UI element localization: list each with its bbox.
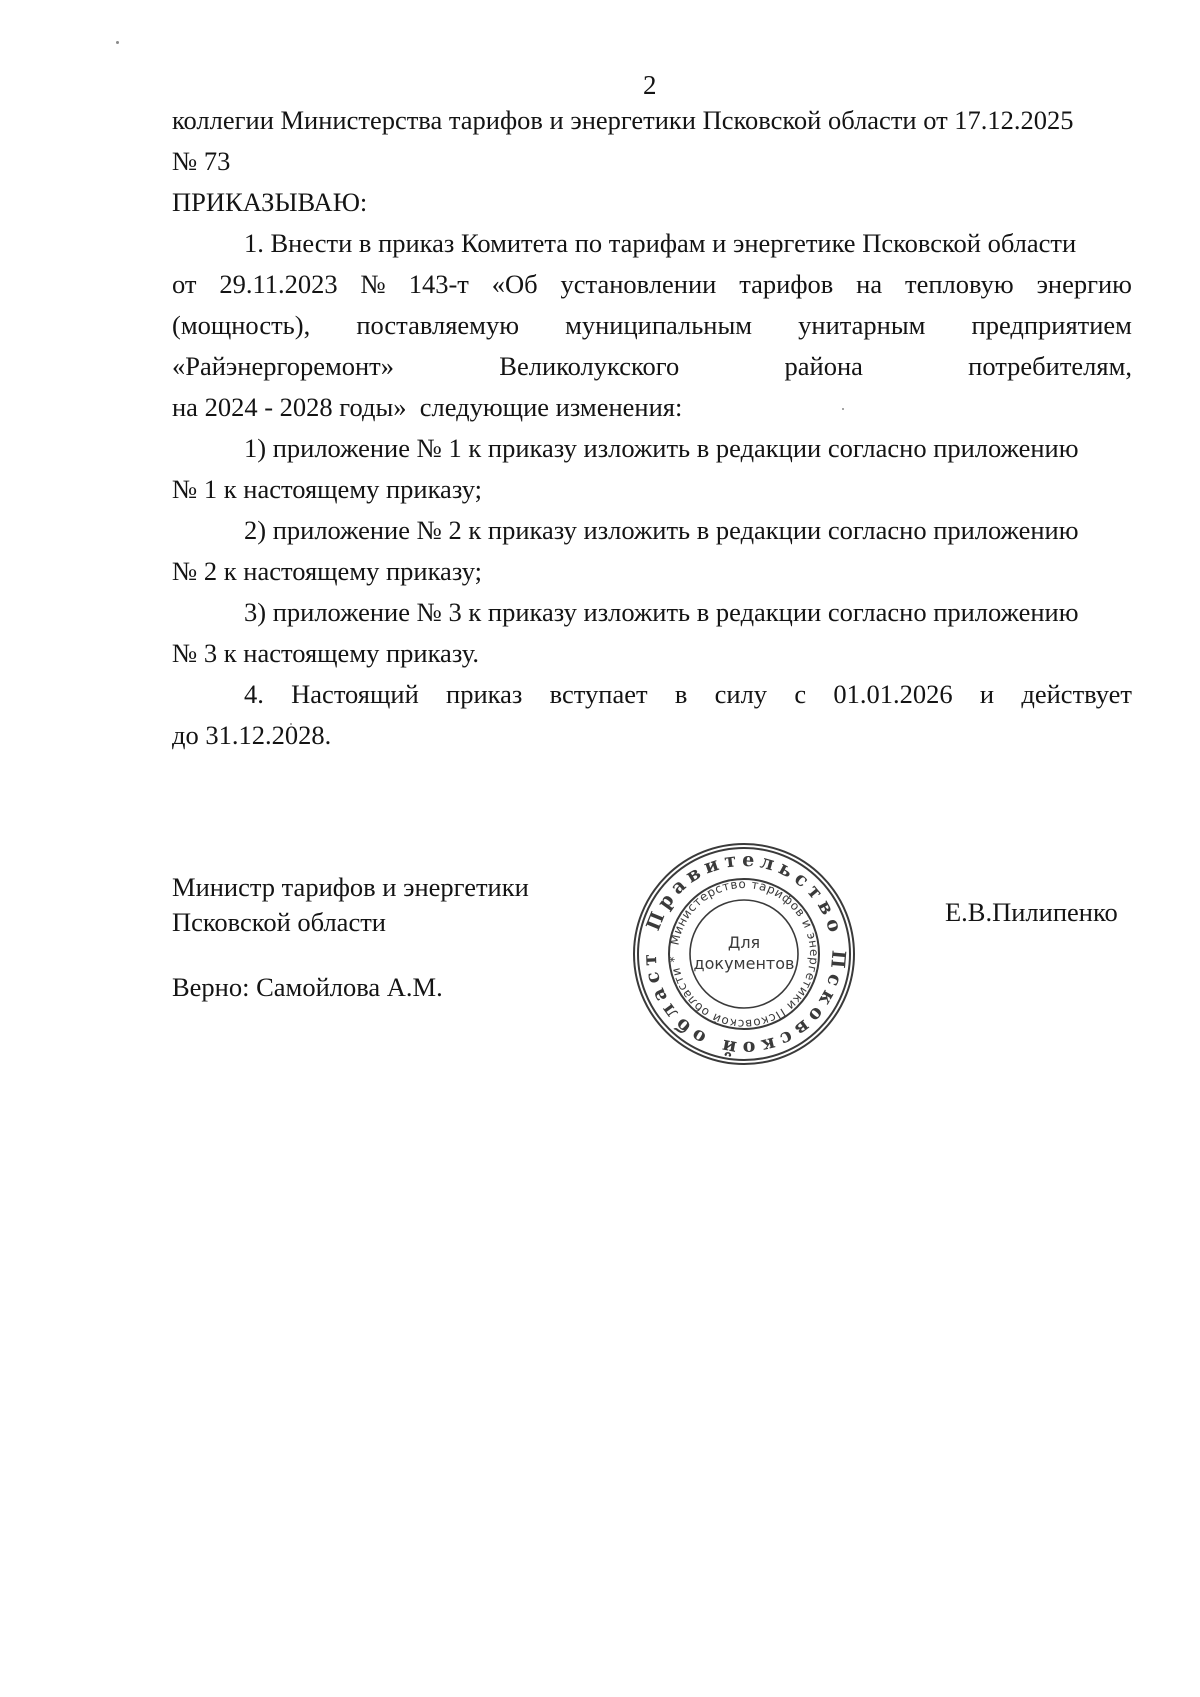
word: поставляемую bbox=[356, 310, 519, 340]
word: вступает bbox=[549, 679, 648, 709]
scan-speck bbox=[116, 41, 119, 44]
subitem-1-line: 1) приложение № 1 к приказу изложить в редакции согласно приложению bbox=[244, 433, 1079, 463]
word: тепловую bbox=[905, 269, 1014, 299]
word: и bbox=[979, 679, 995, 709]
word: на bbox=[856, 269, 883, 299]
word: муниципальным bbox=[565, 310, 753, 340]
item-1-line: 1. Внести в приказ Комитета по тарифам и энергетике Псковской области bbox=[244, 228, 1077, 258]
word: Настоящий bbox=[291, 679, 419, 709]
word: в bbox=[674, 679, 688, 709]
subitem-2-line: 2) приложение № 2 к приказу изложить в редакции согласно приложению bbox=[244, 515, 1079, 545]
word: района bbox=[784, 351, 863, 381]
seal-center-text-1: Для bbox=[727, 933, 761, 952]
word: с bbox=[794, 679, 807, 709]
order-heading: ПРИКАЗЫВАЮ: bbox=[172, 187, 368, 217]
seal-center-text-2: документов bbox=[693, 954, 795, 973]
word: приказ bbox=[446, 679, 523, 709]
word: 143-т bbox=[408, 269, 469, 299]
certified-copy-note: Верно: Самойлова А.М. bbox=[172, 972, 443, 1002]
word: «Об bbox=[491, 269, 538, 299]
word: № bbox=[360, 269, 386, 299]
word: «Райэнергоремонт» bbox=[172, 351, 395, 381]
word: потребителям, bbox=[968, 351, 1132, 381]
word: действует bbox=[1021, 679, 1132, 709]
word: 29.11.2023 bbox=[219, 269, 338, 299]
seal-inner-text: Министерство тарифов и энергетики Псковской области * bbox=[666, 876, 822, 1032]
position-line: Псковской области bbox=[172, 907, 386, 937]
word: силу bbox=[714, 679, 768, 709]
preamble-line: № 73 bbox=[172, 146, 231, 176]
item-4-line: до 31.12.2028. bbox=[172, 720, 332, 750]
subitem-2-line: № 2 к настоящему приказу; bbox=[172, 556, 482, 586]
word: установлении bbox=[560, 269, 717, 299]
subitem-1-line: № 1 к настоящему приказу; bbox=[172, 474, 482, 504]
item-1-justified-line bbox=[172, 346, 1132, 387]
item-4-justified-line bbox=[172, 674, 1132, 715]
word: предприятием bbox=[971, 310, 1132, 340]
item-1-line: на 2024 - 2028 годы» следующие изменения: bbox=[172, 392, 683, 422]
seal-graphic bbox=[628, 838, 860, 1070]
word: 01.01.2026 bbox=[833, 679, 953, 709]
word: Великолукского bbox=[499, 351, 680, 381]
word: энергию bbox=[1036, 269, 1132, 299]
word: от bbox=[172, 269, 197, 299]
signatory-position bbox=[172, 870, 529, 940]
signatory-name: Е.В.Пилипенко bbox=[945, 897, 1118, 927]
subitem-3-line: № 3 к настоящему приказу. bbox=[172, 638, 479, 668]
word: унитарным bbox=[798, 310, 926, 340]
word: 4. bbox=[244, 679, 264, 709]
document-body bbox=[172, 100, 1132, 756]
item-1-justified-line bbox=[172, 264, 1132, 305]
word: (мощность), bbox=[172, 310, 311, 340]
word: тарифов bbox=[739, 269, 834, 299]
item-1-justified-line bbox=[172, 305, 1132, 346]
page-number: 2 bbox=[643, 70, 657, 100]
subitem-3-line: 3) приложение № 3 к приказу изложить в редакции согласно приложению bbox=[244, 597, 1079, 627]
seal-outer-text: Правительство Псковской област bbox=[638, 848, 850, 1060]
official-seal bbox=[628, 838, 860, 1070]
position-line: Министр тарифов и энергетики bbox=[172, 872, 529, 902]
preamble-line: коллегии Министерства тарифов и энергетики Псковской области от 17.12.2025 bbox=[172, 105, 1074, 135]
